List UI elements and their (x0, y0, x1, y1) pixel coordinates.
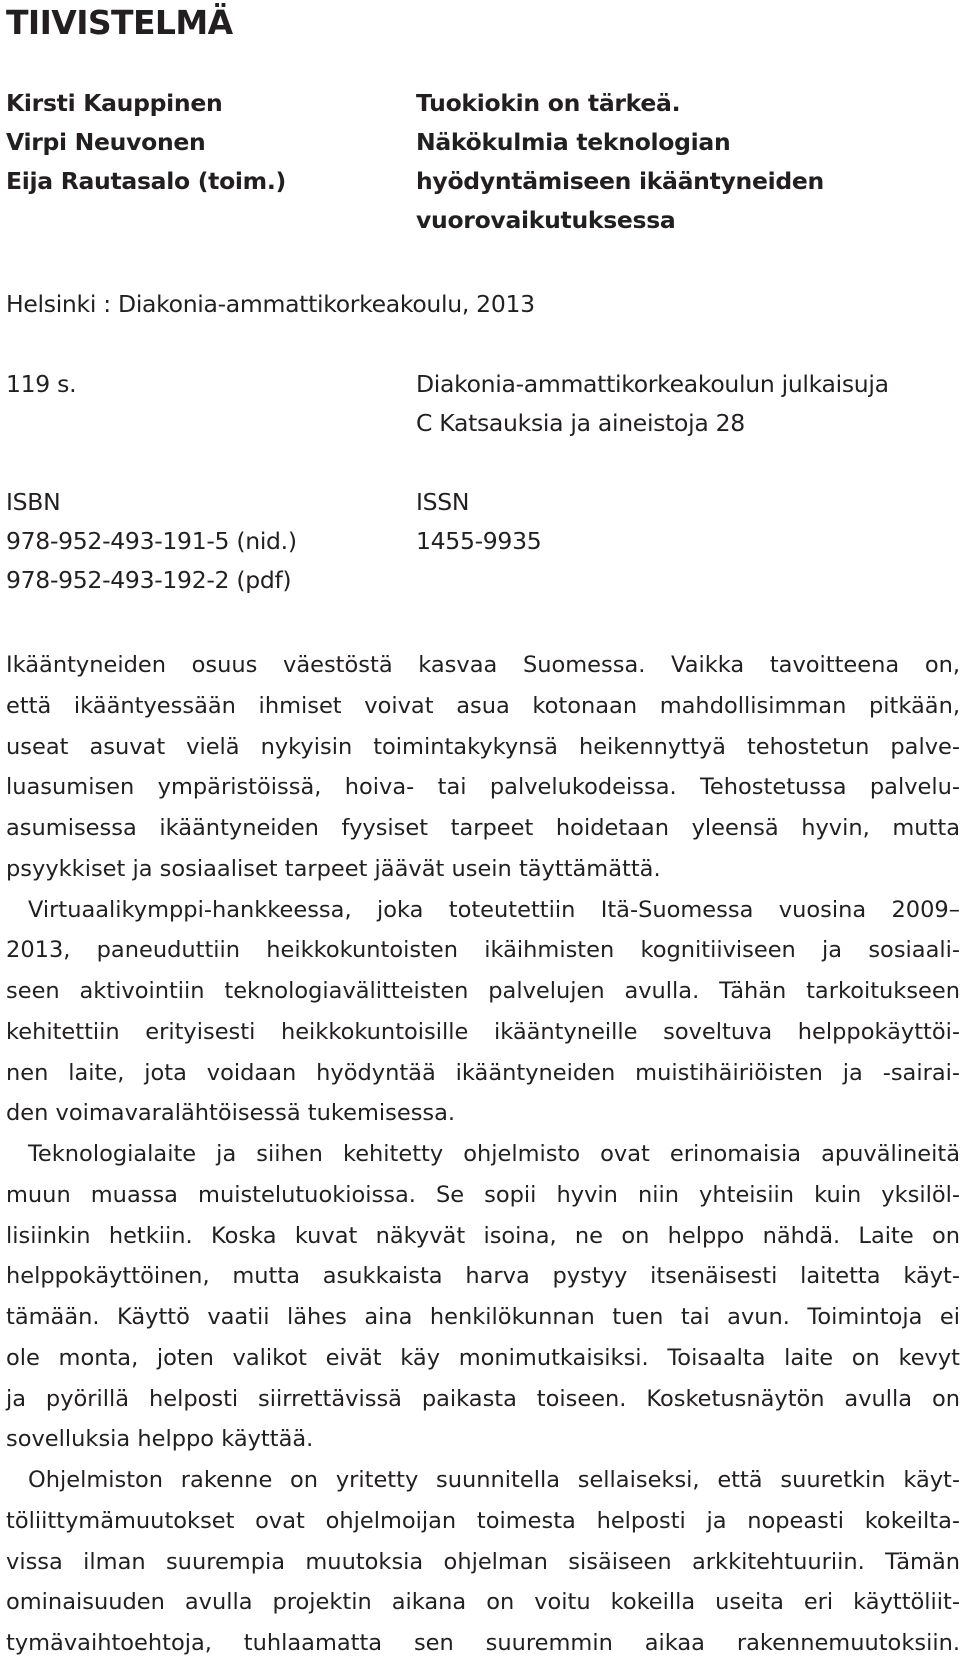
body-line: seen aktivointiin teknologiavälitteisten palvelujen avulla. Tähän tarkoitukseen (6, 978, 960, 1004)
body-line: Ikääntyneiden osuus väestöstä kasvaa Suomessa. Vaikka tavoitteena on, (6, 652, 960, 678)
body-line: että ikääntyessään ihmiset voivat asua kotonaan mahdollisimman pitkään, (6, 692, 960, 719)
publisher-line: Helsinki : Diakonia-ammattikorkeakoulu, 2013 (6, 290, 535, 318)
body-line: Ohjelmiston rakenne on yritetty suunnitella sellaiseksi, että suuretkin käyt- (28, 1467, 960, 1493)
page-count: 119 s. (6, 370, 77, 398)
isbn-value: 978-952-493-191-5 (nid.) (6, 527, 297, 555)
publication-title-line: hyödyntämiseen ikääntyneiden (416, 167, 824, 195)
issn-label: ISSN (416, 488, 470, 516)
body-line: tymävaihtoehtoja, tuhlaamatta sen suuremmin aikaa rakennemuutoksiin. (6, 1630, 960, 1656)
body-line: tämään. Käyttö vaatii lähes aina henkilökunnan tuen tai avun. Toimintoja ei (6, 1304, 960, 1330)
body-line: asumisessa ikääntyneiden fyysiset tarpeet hoidetaan yleensä hyvin, mutta (6, 815, 960, 841)
body-line: nen laite, jota voidaan hyödyntää ikääntyneiden muistihäiriöisten ja -sairai- (6, 1059, 960, 1086)
body-line: lisiinkin hetkiin. Koska kuvat näkyvät isoina, ne on helppo nähdä. Laite on (6, 1222, 960, 1249)
isbn-value: 978-952-493-192-2 (pdf) (6, 566, 292, 594)
publication-title-line: Näkökulmia teknologian (416, 128, 731, 156)
body-line: muun muassa muistelutuokioissa. Se sopii hyvin niin yhteisiin kuin yksilöl- (6, 1181, 960, 1208)
body-line: useat asuvat vielä nykyisin toimintakykynsä heikennyttyä tehostetun palve- (6, 733, 960, 760)
isbn-label: ISBN (6, 488, 61, 516)
body-line: luasumisen ympäristöissä, hoiva- tai palvelukodeissa. Tehostetussa palvelu- (6, 774, 960, 801)
series-block (416, 365, 889, 443)
body-line: ominaisuuden avulla projektin aikana on voitu kokeilla useita eri käyttöliit- (6, 1589, 960, 1616)
body-line: sovelluksia helppo käyttää. (6, 1426, 314, 1453)
author-name: Kirsti Kauppinen (6, 89, 223, 117)
body-line: 2013, paneuduttiin heikkokuntoisten ikäihmisten kognitiiviseen ja sosiaali- (6, 937, 960, 964)
issn-value: 1455-9935 (416, 527, 542, 555)
body-line: kehitettiin erityisesti heikkokuntoisille ikääntyneille soveltuva helppokäyttöi- (6, 1018, 960, 1045)
body-line: töliittymämuutokset ovat ohjelmoijan toimesta helposti ja nopeasti kokeilta- (6, 1507, 960, 1534)
series-line: Diakonia-ammattikorkeakoulun julkaisuja (416, 370, 889, 398)
body-line: Teknologialaite ja siihen kehitetty ohjelmisto ovat erinomaisia apuvälineitä (28, 1141, 960, 1167)
publication-title-line: vuorovaikutuksessa (416, 206, 676, 234)
authors-block (6, 84, 286, 201)
abstract-body (6, 645, 960, 1664)
issn-block (416, 483, 541, 561)
body-line: ja pyörillä helposti siirrettävissä paikasta toiseen. Kosketusnäytön avulla on (6, 1385, 960, 1412)
isbn-block (6, 483, 297, 600)
body-line: den voimavaralähtöisessä tukemisessa. (6, 1100, 456, 1127)
publication-title-line: Tuokiokin on tärkeä. (416, 89, 681, 117)
series-line: C Katsauksia ja aineistoja 28 (416, 409, 745, 437)
publication-title-block (416, 84, 824, 240)
page-title: TIIVISTELMÄ (6, 3, 233, 42)
body-line: psyykkiset ja sosiaaliset tarpeet jäävät usein täyttämättä. (6, 855, 661, 882)
body-line: helppokäyttöinen, mutta asukkaista harva pystyy itsenäisesti laitetta käyt- (6, 1263, 960, 1290)
body-line: ole monta, joten valikot eivät käy monimutkaisiksi. Toisaalta laite on kevyt (6, 1344, 960, 1371)
body-line: Virtuaalikymppi-hankkeessa, joka toteutettiin Itä-Suomessa vuosina 2009– (28, 896, 960, 923)
body-line: vissa ilman suurempia muutoksia ohjelman sisäiseen arkkitehtuuriin. Tämän (6, 1548, 960, 1575)
author-name: Eija Rautasalo (toim.) (6, 167, 286, 195)
author-name: Virpi Neuvonen (6, 128, 206, 156)
